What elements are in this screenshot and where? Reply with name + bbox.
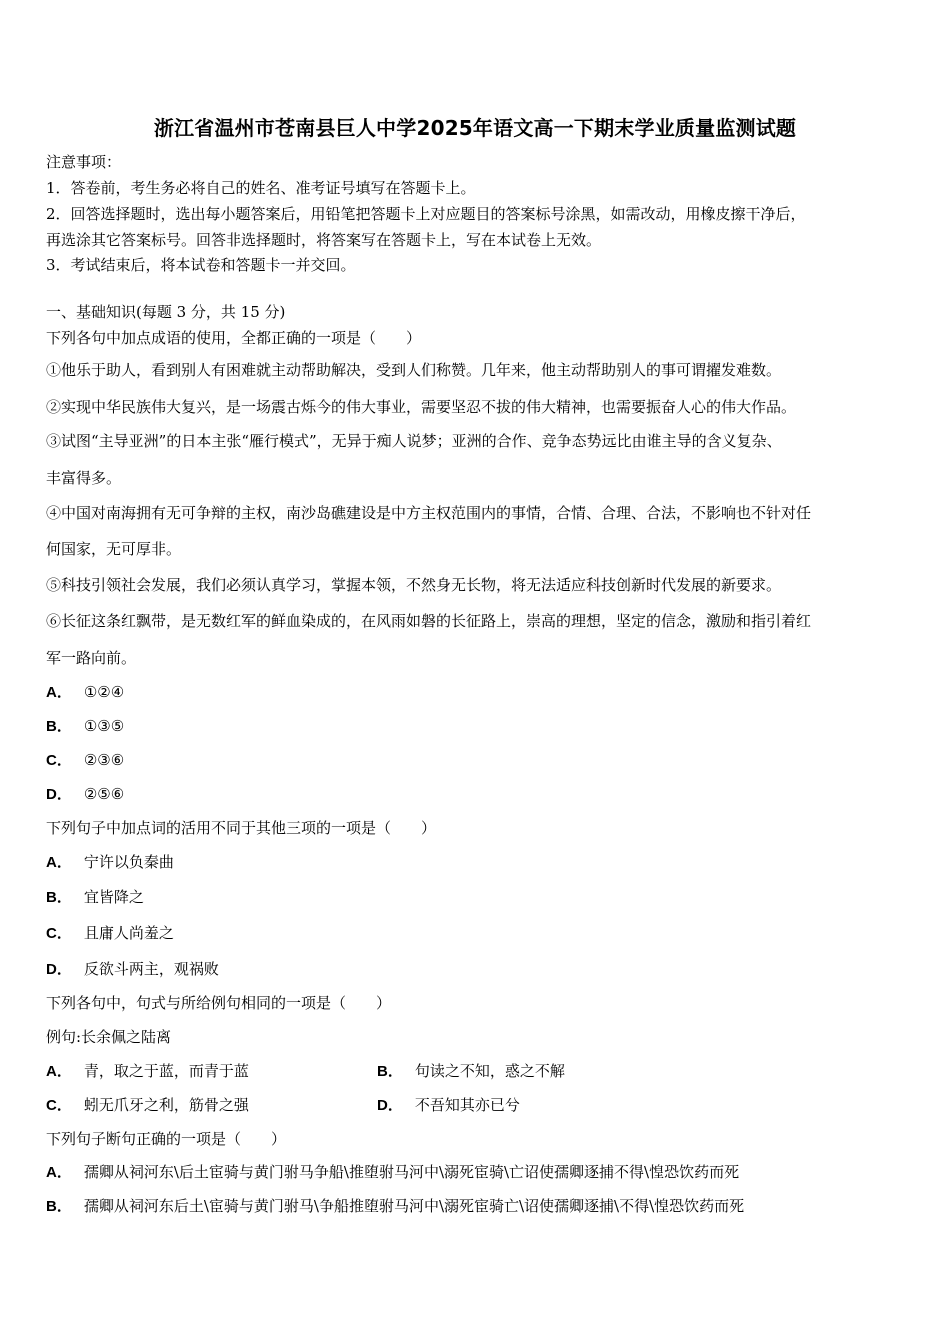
option-text: 孺卿从祠河东后土\宦骑与黄门驸马\争船推堕驸马河中\溺死宦骑亡\诏使孺卿逐捕\不得\惶恐饮药而死: [83, 1197, 745, 1215]
option-text: ②③⑥: [83, 751, 125, 769]
option-text: ②⑤⑥: [83, 785, 125, 803]
q1-sentence: 丰富得多。: [46, 469, 122, 487]
q3-example: 例句:长余佩之陆离: [46, 1028, 172, 1046]
notice-item: 2．回答选择题时，选出每小题答案后，用铅笔把答题卡上对应题目的答案标号涂黑，如需改动，用橡皮擦干净后，: [46, 205, 806, 223]
q3-option-b[interactable]: [377, 1060, 565, 1081]
q4-option-b[interactable]: [46, 1195, 744, 1216]
option-label: A．: [46, 684, 72, 701]
option-label: D．: [377, 1097, 403, 1114]
q1-sentence: 何国家，无可厚非。: [46, 540, 182, 558]
q1-sentence: ④中国对南海拥有无可争辩的主权，南沙岛礁建设是中方主权范围内的事情，合情、合理、合法，不影响也不针对任: [46, 504, 812, 522]
question-1-stem: 下列各句中加点成语的使用，全都正确的一项是（ ）: [46, 329, 422, 347]
section-heading: 一、基础知识(每题 3 分，共 15 分): [46, 303, 286, 321]
notice-item: 3．考试结束后，将本试卷和答题卡一并交回。: [46, 256, 356, 274]
notice-item: 再选涂其它答案标号。回答非选择题时，将答案写在答题卡上，写在本试卷上无效。: [46, 231, 602, 249]
option-label: D．: [46, 786, 72, 803]
q1-option-b[interactable]: [46, 715, 124, 736]
option-text: 宁许以负秦曲: [83, 853, 174, 871]
option-label: C．: [46, 1097, 72, 1114]
q2-option-a[interactable]: [46, 851, 174, 872]
option-label: C．: [46, 925, 72, 942]
notice-item: 1．答卷前，考生务必将自己的姓名、准考证号填写在答题卡上。: [46, 179, 476, 197]
question-4-stem: 下列句子断句正确的一项是（ ）: [46, 1130, 287, 1148]
option-text: 不吾知其亦已兮: [414, 1096, 520, 1114]
option-label: A．: [46, 1164, 72, 1181]
question-3-stem: 下列各句中，句式与所给例句相同的一项是（ ）: [46, 994, 392, 1012]
q1-option-a[interactable]: [46, 681, 124, 702]
option-text: 青，取之于蓝，而青于蓝: [83, 1062, 249, 1080]
question-2-stem: 下列句子中加点词的活用不同于其他三项的一项是（ ）: [46, 819, 437, 837]
notice-heading: 注意事项：: [46, 153, 122, 171]
q1-sentence: ③试图“主导亚洲”的日本主张“雁行模式”，无异于痴人说梦；亚洲的合作、竞争态势远比由谁主导的含义复杂、: [46, 432, 782, 450]
option-label: B．: [377, 1063, 403, 1080]
option-label: B．: [46, 1198, 72, 1215]
option-label: D．: [46, 961, 72, 978]
q1-option-d[interactable]: [46, 783, 124, 804]
q3-option-a[interactable]: [46, 1060, 249, 1081]
option-text: ①②④: [83, 683, 125, 701]
q1-sentence: 军一路向前。: [46, 649, 137, 667]
q2-option-b[interactable]: [46, 886, 144, 907]
q4-option-a[interactable]: [46, 1161, 739, 1182]
option-text: 孺卿从祠河东\后土宦骑与黄门驸马争船\推堕驸马河中\溺死宦骑\亡诏使孺卿逐捕不得\惶恐饮药而死: [83, 1163, 740, 1181]
q1-sentence: ⑤科技引领社会发展，我们必须认真学习，掌握本领，不然身无长物，将无法适应科技创新时代发展的新要求。: [46, 576, 782, 594]
option-label: B．: [46, 718, 72, 735]
option-label: A．: [46, 854, 72, 871]
option-text: 反欲斗两主，观祸败: [83, 960, 219, 978]
q2-option-d[interactable]: [46, 958, 219, 979]
option-label: B．: [46, 889, 72, 906]
option-label: C．: [46, 752, 72, 769]
q3-option-d[interactable]: [377, 1094, 520, 1115]
option-text: 宜皆降之: [83, 888, 144, 906]
q1-sentence: ⑥长征这条红飘带，是无数红军的鲜血染成的，在风雨如磐的长征路上，崇高的理想，坚定的信念，激励和指引着红: [46, 612, 812, 630]
q1-sentence: ①他乐于助人，看到别人有困难就主动帮助解决，受到人们称赞。几年来，他主动帮助别人的事可谓擢发难数。: [46, 361, 782, 379]
q2-option-c[interactable]: [46, 922, 174, 943]
q3-option-c[interactable]: [46, 1094, 249, 1115]
option-label: A．: [46, 1063, 72, 1080]
option-text: 蚓无爪牙之利，筋骨之强: [83, 1096, 249, 1114]
option-text: 句读之不知，惑之不解: [414, 1062, 565, 1080]
q1-option-c[interactable]: [46, 749, 124, 770]
page-title: 浙江省温州市苍南县巨人中学2025年语文高一下期末学业质量监测试题: [153, 116, 797, 140]
option-text: 且庸人尚羞之: [83, 924, 174, 942]
q1-sentence: ②实现中华民族伟大复兴，是一场震古烁今的伟大事业，需要坚忍不拔的伟大精神，也需要振奋人心的伟大作品。: [46, 398, 797, 416]
option-text: ①③⑤: [83, 717, 125, 735]
